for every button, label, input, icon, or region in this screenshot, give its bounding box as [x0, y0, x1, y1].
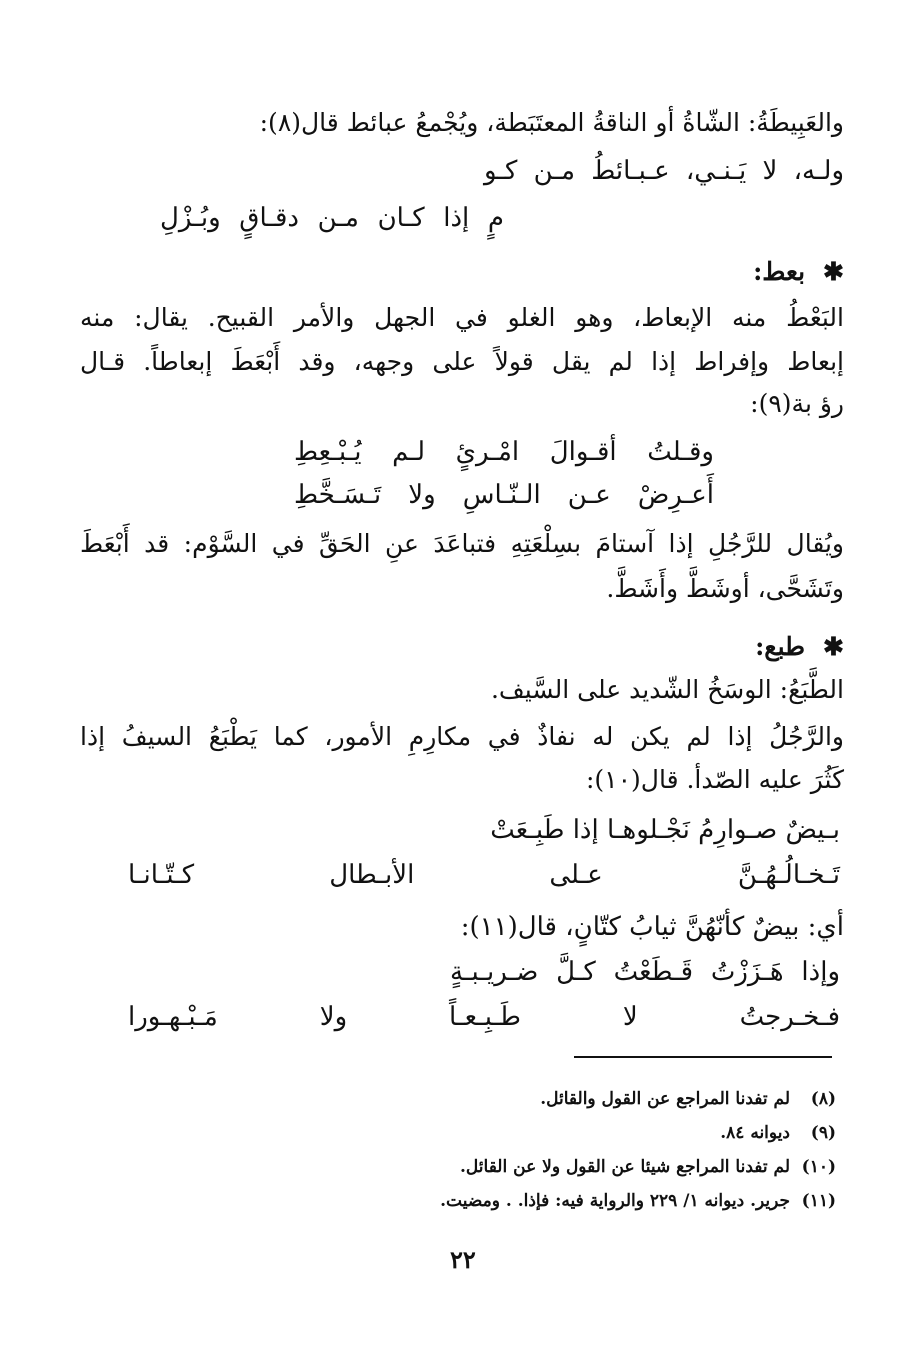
footnote-text: ديوانه ٨٤. [720, 1123, 790, 1143]
footnote-divider [574, 1056, 832, 1058]
footnote [720, 1120, 836, 1146]
footnote-number: (٨) [810, 1089, 836, 1109]
section-heading [755, 627, 844, 667]
verse-hemistich: وإذا هَـزَزْتُ قَـطَعْتُ كـلَّ ضـريـبـةٍ [450, 957, 840, 987]
text-line: رؤ بة(٩): [750, 389, 844, 418]
asterisk-icon: ✱ [823, 257, 844, 286]
text-line: وتَشَحَّى، أوشَطَّ وأَشَطَّ. [606, 574, 844, 603]
text-line: البَعْطُ منه الإبعاط، وهو الغلو في الجهل والأمر القبيح. يقال: منه [80, 303, 844, 332]
verse-hemistich: بـيضٌ صـوارِمُ نَجْـلوهـا إذا طَبِـعَتْ [490, 815, 840, 845]
heading-label: بعط: [753, 257, 806, 286]
verse-hemistich: مٍ إذا كـان مـن دقـاقٍ وبُـزْلِ [160, 203, 504, 233]
footnote [460, 1154, 836, 1180]
text-line: الطَّبَعُ: الوسَخُ الشّديد على السَّيف. [490, 675, 844, 704]
section-heading [753, 252, 844, 292]
text-line: والرَّجُلُ إذا لم يكن له نفاذٌ في مكارِمِ الأمور، كما يَطْبَعُ السيفُ إذا [80, 722, 844, 751]
text-line: ويُقال للرَّجُلِ إذا آستامَ بسِلْعَتِهِ فتباعَدَ عنِ الحَقِّ في السَّوْم: قد أَبْعَطَ [80, 529, 844, 558]
footnote-text: لم تفدنا المراجع شيئا عن القول ولا عن القائل. [460, 1157, 790, 1177]
asterisk-icon: ✱ [823, 632, 844, 661]
footnote-number: (٩) [810, 1123, 836, 1143]
text-line: أي: بيضٌ كأنّهُنَّ ثيابُ كتّانٍ، قال(١١): [460, 912, 844, 942]
heading-label: طبع: [755, 632, 806, 661]
page-number: ٢٢ [450, 1245, 476, 1274]
verse-hemistich: أَعـرِضْ عـن الـنّـاسِ ولا تَـسَـخَّطِ [294, 480, 714, 510]
footnote-number: (١٠) [801, 1157, 836, 1177]
verse-hemistich: وقـلتُ أقـوالَ امْـرئٍ لـم يُـبْـعِطِ [294, 437, 714, 467]
verse-hemistich: تَـخـالُـهُـنَّ عـلى الأبـطال كـتّـانـا [128, 860, 840, 890]
verse-hemistich: ولـه، لا يَـنـي، عـبـائطُ مـن كـو [484, 156, 844, 186]
footnote [440, 1188, 836, 1214]
text-line: كَثُرَ عليه الصّدأ. قال(١٠): [585, 765, 844, 794]
text-line: والعَبِيطَةُ: الشّاةُ أو الناقةُ المعتَبَطة، ويُجْمعُ عبائط قال(٨): [259, 108, 844, 137]
footnote-number: (١١) [801, 1191, 836, 1211]
verse-hemistich: فـخـرجتُ لا طَـبِـعـاً ولا مَـبْـهـورا [128, 1002, 840, 1032]
footnote-text: لم تفدنا المراجع عن القول والقائل. [540, 1089, 790, 1109]
footnote [540, 1086, 836, 1112]
text-line: إبعاط وإفراط إذا لم يقل قولاً على وجهه، وقد أَبْعَطَ إبعاطاً. قـال [80, 347, 844, 376]
footnote-text: جرير. ديوانه ١/ ٢٢٩ والرواية فيه: فإذا. . ومضيت. [440, 1191, 790, 1211]
